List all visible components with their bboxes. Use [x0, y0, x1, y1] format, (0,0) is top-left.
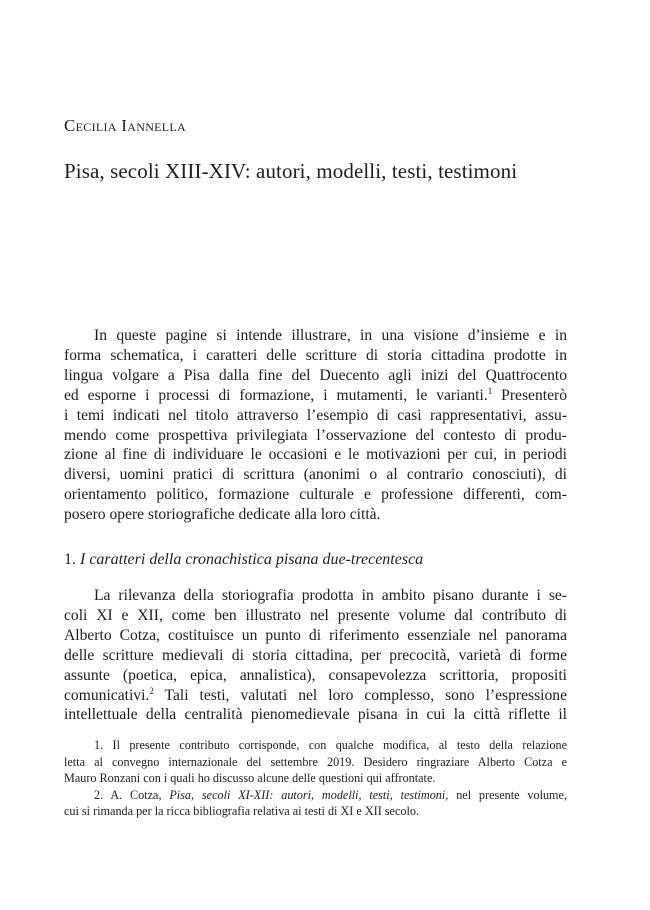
footnote-2-prefix: 2. A. Cotza, — [94, 787, 170, 802]
footnote-2-line — [64, 787, 567, 804]
paragraph-line: Alberto Cotza, costituisce un punto di riferimento essenziale nel panorama — [64, 626, 567, 644]
paragraph-line: forma schematica, i caratteri delle scritture di storia cittadina prodotte in — [64, 346, 567, 364]
section-number: 1. — [64, 551, 80, 568]
paragraph-line: zione al fine di individuare le occasioni e le motivazioni per cui, in periodi — [64, 446, 567, 464]
footnote-1-line: Mauro Ronzani con i quali ho discusso alcune delle questioni qui affrontate. — [64, 771, 436, 786]
paragraph-line: coli XI e XII, come ben illustrato nel presente volume dal contributo di — [64, 606, 567, 624]
line-text: Presenterò — [492, 386, 567, 404]
paragraph-line: orientamento politico, formazione culturale e professione differenti, com- — [64, 486, 567, 504]
footnote-2-cited-title: Pisa, secoli XI-XII: autori, modelli, testi, testimoni — [169, 787, 446, 802]
paragraph-line: posero opere storiografiche dedicate alla loro città. — [64, 506, 381, 524]
footnote-2-suffix: , nel presente volume, — [445, 787, 567, 802]
paragraph-line: i temi indicati nel titolo attraverso l’esempio di casi rappresentativi, assu- — [64, 406, 567, 424]
paragraph-line: assunte (poetica, epica, annalistica), consapevolezza scrittoria, propositi — [64, 666, 567, 684]
paragraph-line — [64, 686, 567, 706]
line-text: comunicativi. — [64, 686, 150, 704]
footnote-ref-1[interactable]: 1 — [487, 385, 493, 396]
paragraph-line: mendo come prospettiva privilegiata l’osservazione del contesto di produ- — [64, 426, 567, 444]
paragraph-line — [64, 386, 567, 406]
line-text: Tali testi, valutati nel loro complesso, sono l’espressione — [153, 686, 567, 704]
paragraph-line: In queste pagine si intende illustrare, in una visione d’insieme e in — [94, 327, 567, 344]
footnotes — [64, 737, 567, 820]
section-paragraph — [64, 586, 567, 725]
chapter-title: Pisa, secoli XIII-XIV: autori, modelli, testi, testimoni — [64, 159, 518, 183]
paragraph-line: diversi, uomini pratici di scrittura (anonimi o al contrario conosciuti), di — [64, 466, 567, 484]
line-text: ed esporne i processi di formazione, i mutamenti, le varianti. — [64, 386, 488, 404]
footnote-ref-2[interactable]: 2 — [149, 685, 154, 696]
author-name: Cecilia Iannella — [64, 116, 187, 135]
intro-paragraph — [64, 326, 567, 525]
paragraph-line: intellettuale della centralità pienomedievale pisana in cui la città riflette il — [64, 706, 567, 724]
footnote-2-line: cui si rimanda per la ricca bibliografia relativa ai testi di XI e XII secolo. — [64, 804, 419, 819]
section-title: I caratteri della cronachistica pisana due-trecentesca — [80, 551, 424, 568]
paragraph-line: lingua volgare a Pisa dalla fine del Duecento agli inizi del Quattrocento — [64, 366, 567, 384]
section-heading — [64, 551, 423, 569]
paragraph-line: La rilevanza della storiografia prodotta in ambito pisano durante i se- — [94, 587, 567, 604]
footnote-1-line: 1. Il presente contributo corrisponde, con qualche modifica, al testo della relazione — [94, 738, 567, 752]
paragraph-line: delle scritture medievali di storia cittadina, per precocità, varietà di forme — [64, 646, 567, 664]
footnote-1-line: letta al convegno internazionale del settembre 2019. Desidero ringraziare Alberto Cotza e — [64, 754, 567, 769]
